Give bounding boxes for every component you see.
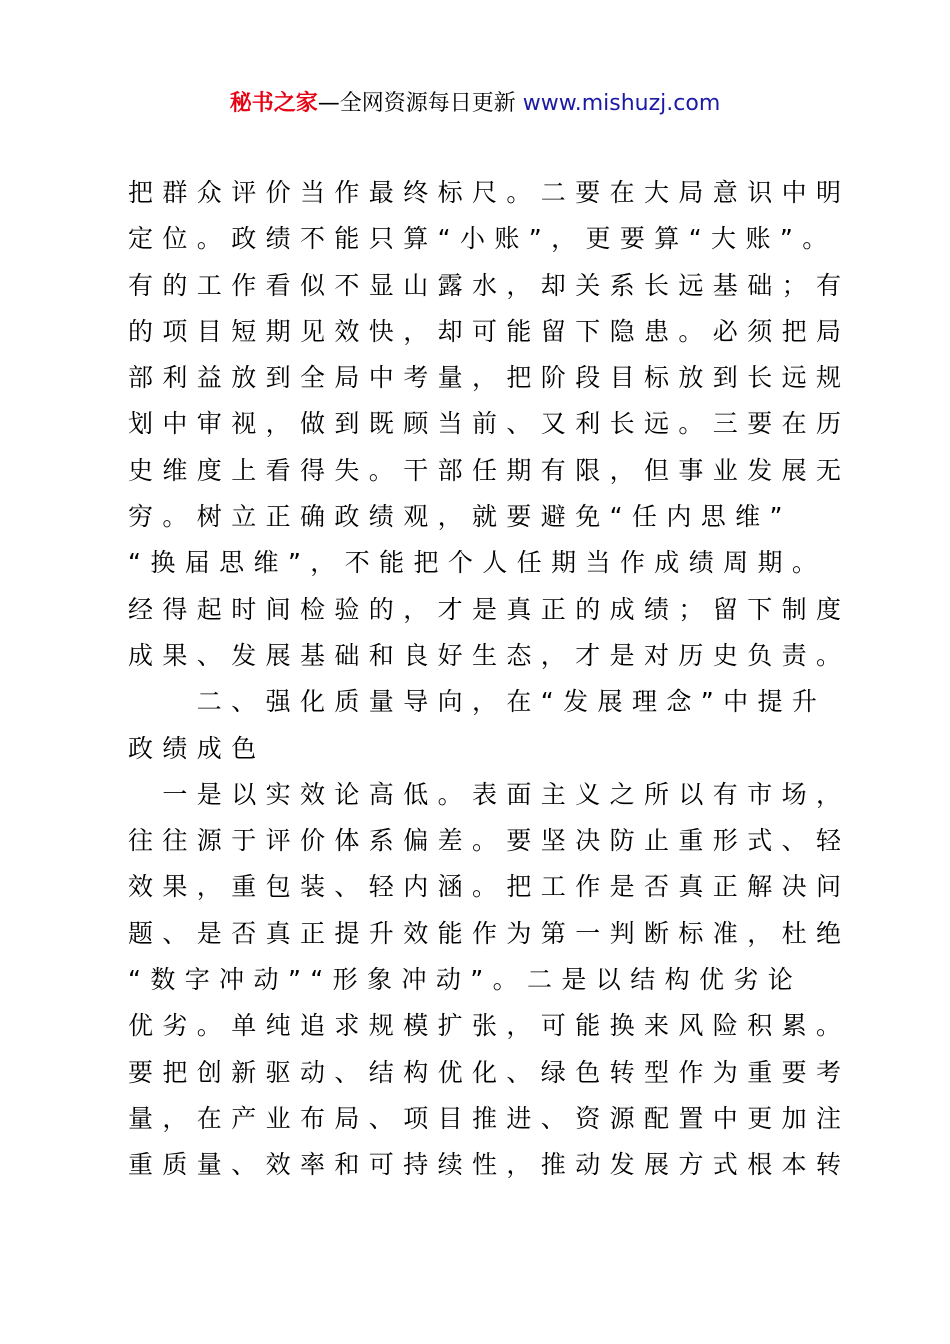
text-line: 成果、发展基础和良好生态，才是对历史负责。 [128, 640, 851, 670]
text-line: 重质量、效率和可持续性，推动发展方式根本转 [128, 1150, 851, 1180]
text-line: 优劣。单纯追求规模扩张，可能换来风险积累。 [128, 1011, 851, 1041]
text-line: 题、是否真正提升效能作为第一判断标准，杜绝 [128, 918, 851, 948]
text-line: 经得起时间检验的，才是真正的成绩；留下制度 [128, 594, 851, 624]
page-header [0, 88, 950, 120]
text-line: 有的工作看似不显山露水，却关系长远基础；有 [128, 270, 851, 300]
text-line: 把群众评价当作最终标尺。二要在大局意识中明 [128, 178, 851, 207]
text-line: “数字冲动”“形象冲动”。二是以结构优劣论 [128, 965, 803, 995]
text-line: 往往源于评价体系偏差。要坚决防止重形式、轻 [128, 826, 851, 856]
document-body [128, 170, 858, 1189]
text-line: 划中审视，做到既顾当前、又利长远。三要在历 [128, 409, 851, 439]
text-line: 要把创新驱动、结构优化、绿色转型作为重要考 [128, 1057, 851, 1087]
header-tagline: —全网资源每日更新 [317, 91, 523, 116]
text-line: 一是以实效论高低。表面主义之所以有市场， [128, 779, 851, 809]
text-line: 量，在产业布局、项目推进、资源配置中更加注 [128, 1103, 851, 1133]
section-heading-line: 二、强化质量导向，在“发展理念”中提升 [128, 687, 827, 717]
text-line: 的项目短期见效快，却可能留下隐患。必须把局 [128, 316, 851, 346]
text-line: 穷。树立正确政绩观，就要避免“任内思维” [128, 502, 792, 532]
text-line: “换届思维”，不能把个人任期当作成绩周期。 [128, 548, 827, 578]
section-heading-line: 政绩成色 [128, 733, 266, 763]
text-line: 效果，重包装、轻内涵。把工作是否真正解决问 [128, 872, 851, 902]
text-line: 部利益放到全局中考量，把阶段目标放到长远规 [128, 363, 851, 393]
header-url-link[interactable]: www.mishuzj.com [522, 91, 721, 116]
brand-name: 秘书之家 [229, 91, 318, 116]
text-line: 定位。政绩不能只算“小账”，更要算“大账”。 [128, 224, 837, 254]
text-line: 史维度上看得失。干部任期有限，但事业发展无 [128, 455, 851, 485]
